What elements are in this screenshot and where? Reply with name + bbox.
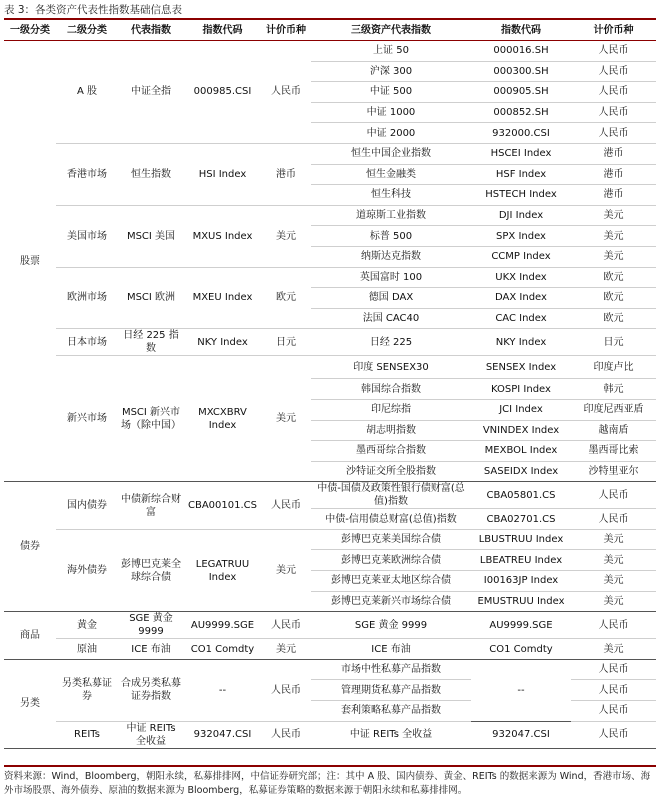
level3-index-name: 市场中性私募产品指数 <box>311 659 471 680</box>
header-rep-index: 代表指数 <box>118 19 184 41</box>
level3-index-name: 套利策略私募产品指数 <box>311 701 471 722</box>
rep-index-code: NKY Index <box>184 329 261 356</box>
level3-currency: 人民币 <box>571 61 656 82</box>
rep-index-name: 恒生指数 <box>118 143 184 205</box>
table-row <box>4 721 656 748</box>
level3-index-code: SASEIDX Index <box>471 461 571 482</box>
table-row <box>4 482 656 509</box>
header-level3-index: 三级资产代表指数 <box>311 19 471 41</box>
level2-category: REITs <box>56 721 118 748</box>
level3-currency: 人民币 <box>571 680 656 701</box>
level3-currency: 墨西哥比索 <box>571 441 656 462</box>
rep-index-name: 日经 225 指数 <box>118 329 184 356</box>
level3-index-code: 000300.SH <box>471 61 571 82</box>
rep-index-name: MSCI 新兴市场（除中国） <box>118 356 184 482</box>
level3-index-name: 彭博巴克莱亚太地区综合债 <box>311 571 471 592</box>
level2-category: 黄金 <box>56 612 118 639</box>
level3-currency: 港币 <box>571 143 656 164</box>
level3-currency: 沙特里亚尔 <box>571 461 656 482</box>
level3-index-code: LBUSTRUU Index <box>471 529 571 550</box>
level3-index-code: HSF Index <box>471 164 571 185</box>
level3-index-name: 恒生中国企业指数 <box>311 143 471 164</box>
index-info-table <box>4 18 656 749</box>
level3-currency: 美元 <box>571 529 656 550</box>
level3-currency: 美元 <box>571 550 656 571</box>
table-row <box>4 267 656 288</box>
level3-index-code: HSTECH Index <box>471 185 571 206</box>
level3-currency: 人民币 <box>571 41 656 62</box>
rep-index-currency: 人民币 <box>261 41 311 144</box>
rep-index-name: SGE 黄金 9999 <box>118 612 184 639</box>
level3-currency: 欧元 <box>571 288 656 309</box>
rep-index-code: AU9999.SGE <box>184 612 261 639</box>
level3-index-name: 法国 CAC40 <box>311 308 471 329</box>
level3-index-code: CBA05801.CS <box>471 482 571 509</box>
level3-index-name: 印度 SENSEX30 <box>311 356 471 379</box>
header-currency: 计价币种 <box>261 19 311 41</box>
level3-currency: 美元 <box>571 591 656 612</box>
level3-currency: 越南盾 <box>571 420 656 441</box>
level3-currency: 人民币 <box>571 659 656 680</box>
rep-index-name: 中证 REITs 全收益 <box>118 721 184 748</box>
level3-currency: 人民币 <box>571 102 656 123</box>
rep-index-code: -- <box>184 659 261 721</box>
rep-index-currency: 港币 <box>261 143 311 205</box>
rep-index-code: CO1 Comdty <box>184 639 261 660</box>
rep-index-name: MSCI 欧洲 <box>118 267 184 329</box>
level3-index-name: 标普 500 <box>311 226 471 247</box>
level3-index-code: CAC Index <box>471 308 571 329</box>
rep-index-currency: 人民币 <box>261 482 311 530</box>
table-row <box>4 529 656 550</box>
level3-currency: 美元 <box>571 639 656 660</box>
level3-index-name: 恒生金融类 <box>311 164 471 185</box>
level3-index-code: I00163JP Index <box>471 571 571 592</box>
table-row <box>4 356 656 379</box>
level3-currency: 美元 <box>571 226 656 247</box>
level3-index-code: 000852.SH <box>471 102 571 123</box>
source-note: 资料来源：Wind，Bloomberg，朝阳永续，私募排排网，中信证券研究部；注：其中 A 股、国内债券、黄金、REITs 的数据来源为 Wind，香港市场、海外市场股票、海外债券、原油的数据来源为 Bloomberg，私募证券策略的数据来源于朝阳永续和私募排排网。 <box>4 765 656 798</box>
header-level3-currency: 计价币种 <box>571 19 656 41</box>
rep-index-name: 中证全指 <box>118 41 184 144</box>
level3-index-name: 印尼综指 <box>311 399 471 420</box>
rep-index-code: 000985.CSI <box>184 41 261 144</box>
level2-category: 香港市场 <box>56 143 118 205</box>
rep-index-code: HSI Index <box>184 143 261 205</box>
level2-category: 美国市场 <box>56 205 118 267</box>
level3-index-code: KOSPI Index <box>471 379 571 400</box>
level2-category: 原油 <box>56 639 118 660</box>
level3-currency: 港币 <box>571 164 656 185</box>
rep-index-name: ICE 布油 <box>118 639 184 660</box>
level3-currency: 人民币 <box>571 123 656 144</box>
level3-index-name: 胡志明指数 <box>311 420 471 441</box>
rep-index-currency: 美元 <box>261 205 311 267</box>
level3-index-name: 恒生科技 <box>311 185 471 206</box>
level3-index-name: 中债-信用债总财富(总值)指数 <box>311 509 471 530</box>
level3-index-name: 中债-国债及政策性银行债财富(总值)指数 <box>311 482 471 509</box>
rep-index-name: 中债新综合财富 <box>118 482 184 530</box>
rep-index-currency: 日元 <box>261 329 311 356</box>
level3-currency: 人民币 <box>571 482 656 509</box>
level3-currency: 日元 <box>571 329 656 356</box>
level3-index-name: 中证 500 <box>311 82 471 103</box>
level3-index-code: CBA02701.CS <box>471 509 571 530</box>
level3-index-name: SGE 黄金 9999 <box>311 612 471 639</box>
level3-index-name: 沪深 300 <box>311 61 471 82</box>
rep-index-code: LEGATRUU Index <box>184 529 261 611</box>
level3-index-code: JCI Index <box>471 399 571 420</box>
level3-index-name: 德国 DAX <box>311 288 471 309</box>
level3-index-name: 彭博巴克莱新兴市场综合债 <box>311 591 471 612</box>
table-row <box>4 612 656 639</box>
level3-currency: 人民币 <box>571 701 656 722</box>
level3-currency: 人民币 <box>571 509 656 530</box>
level3-index-code: MEXBOL Index <box>471 441 571 462</box>
level2-category: 新兴市场 <box>56 356 118 482</box>
level1-category: 债券 <box>4 482 56 612</box>
level3-index-code: AU9999.SGE <box>471 612 571 639</box>
level3-index-name: 道琼斯工业指数 <box>311 205 471 226</box>
level3-index-name: 中证 REITs 全收益 <box>311 721 471 748</box>
rep-index-code: 932047.CSI <box>184 721 261 748</box>
rep-index-name: 合成另类私募证券指数 <box>118 659 184 721</box>
rep-index-name: 彭博巴克莱全球综合债 <box>118 529 184 611</box>
rep-index-currency: 美元 <box>261 639 311 660</box>
table-row <box>4 143 656 164</box>
level3-index-code: HSCEI Index <box>471 143 571 164</box>
level3-index-code: DAX Index <box>471 288 571 309</box>
level3-currency: 韩元 <box>571 379 656 400</box>
table-row <box>4 329 656 356</box>
level3-currency: 人民币 <box>571 721 656 748</box>
level2-category: A 股 <box>56 41 118 144</box>
level3-index-name: 彭博巴克莱欧洲综合债 <box>311 550 471 571</box>
level3-index-name: 上证 50 <box>311 41 471 62</box>
level3-index-name: 英国富时 100 <box>311 267 471 288</box>
level3-index-name: 日经 225 <box>311 329 471 356</box>
level3-index-name: 沙特证交所全股指数 <box>311 461 471 482</box>
table-row <box>4 205 656 226</box>
level3-index-name: ICE 布油 <box>311 639 471 660</box>
level3-index-code: 932047.CSI <box>471 721 571 748</box>
level3-currency: 欧元 <box>571 267 656 288</box>
level3-index-code: 000905.SH <box>471 82 571 103</box>
level3-index-code: UKX Index <box>471 267 571 288</box>
header-index-code: 指数代码 <box>184 19 261 41</box>
level2-category: 日本市场 <box>56 329 118 356</box>
level3-index-code: DJI Index <box>471 205 571 226</box>
level3-index-code: VNINDEX Index <box>471 420 571 441</box>
header-row <box>4 19 656 41</box>
level3-index-name: 韩国综合指数 <box>311 379 471 400</box>
level3-index-code: NKY Index <box>471 329 571 356</box>
level3-index-code: LBEATREU Index <box>471 550 571 571</box>
level3-index-code: 000016.SH <box>471 41 571 62</box>
header-level1: 一级分类 <box>4 19 56 41</box>
rep-index-currency: 人民币 <box>261 721 311 748</box>
level3-currency: 欧元 <box>571 308 656 329</box>
level2-category: 国内债券 <box>56 482 118 530</box>
level3-index-name: 墨西哥综合指数 <box>311 441 471 462</box>
header-level3-code: 指数代码 <box>471 19 571 41</box>
table-row <box>4 659 656 680</box>
level3-index-code: CO1 Comdty <box>471 639 571 660</box>
rep-index-name: MSCI 美国 <box>118 205 184 267</box>
level3-index-name: 中证 2000 <box>311 123 471 144</box>
level3-index-name: 彭博巴克莱美国综合债 <box>311 529 471 550</box>
header-level2: 二级分类 <box>56 19 118 41</box>
rep-index-code: MXCXBRV Index <box>184 356 261 482</box>
rep-index-code: CBA00101.CS <box>184 482 261 530</box>
level3-index-code: SPX Index <box>471 226 571 247</box>
level3-currency: 人民币 <box>571 82 656 103</box>
level3-index-name: 纳斯达克指数 <box>311 246 471 267</box>
level3-currency: 美元 <box>571 246 656 267</box>
level3-index-code: EMUSTRUU Index <box>471 591 571 612</box>
level2-category: 欧洲市场 <box>56 267 118 329</box>
table-row <box>4 639 656 660</box>
level3-currency: 美元 <box>571 205 656 226</box>
level3-index-code: -- <box>471 659 571 721</box>
rep-index-currency: 人民币 <box>261 612 311 639</box>
rep-index-code: MXEU Index <box>184 267 261 329</box>
level3-currency: 印度卢比 <box>571 356 656 379</box>
level1-category: 另类 <box>4 659 56 748</box>
rep-index-currency: 人民币 <box>261 659 311 721</box>
table-row <box>4 41 656 62</box>
table-caption: 表 3：各类资产代表性指数基础信息表 <box>4 4 183 16</box>
level2-category: 另类私募证券 <box>56 659 118 721</box>
rep-index-currency: 美元 <box>261 356 311 482</box>
rep-index-currency: 欧元 <box>261 267 311 329</box>
level1-category: 商品 <box>4 612 56 660</box>
level3-index-name: 中证 1000 <box>311 102 471 123</box>
level3-index-code: CCMP Index <box>471 246 571 267</box>
level2-category: 海外债券 <box>56 529 118 611</box>
level3-currency: 港币 <box>571 185 656 206</box>
level3-index-name: 管理期货私募产品指数 <box>311 680 471 701</box>
rep-index-code: MXUS Index <box>184 205 261 267</box>
level3-currency: 印度尼西亚盾 <box>571 399 656 420</box>
level3-index-code: 932000.CSI <box>471 123 571 144</box>
rep-index-currency: 美元 <box>261 529 311 611</box>
level3-index-code: SENSEX Index <box>471 356 571 379</box>
level1-category: 股票 <box>4 41 56 482</box>
level3-currency: 美元 <box>571 571 656 592</box>
level3-currency: 人民币 <box>571 612 656 639</box>
